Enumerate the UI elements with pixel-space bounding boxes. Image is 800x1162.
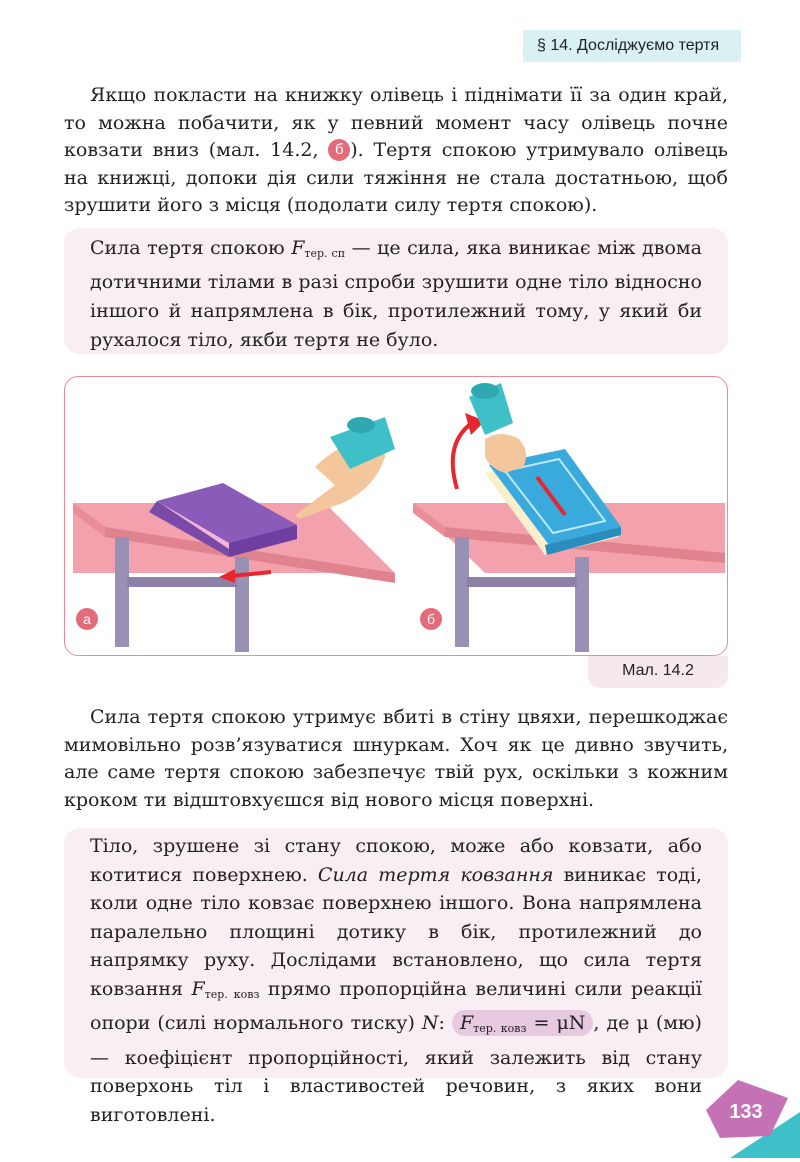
definition-sliding-friction [90,832,702,1129]
definition-box-static-friction [64,228,728,354]
figure-14-2 [64,376,728,656]
figure-illustration [65,377,728,656]
definition-static-friction [90,234,702,355]
sliding-friction-term: Сила тертя ковзання [317,863,554,886]
definition-box-sliding-friction [64,828,728,1126]
label-b: б [426,611,436,627]
formula-f: F [459,1012,474,1034]
page-number: 133 [729,1101,763,1123]
def2-text-1: Тіло, зрушене зі стану спокою, може або ковзати, або котитися поверхнею. [90,835,702,886]
def2-text-4: , де μ (мю) — коефіцієнт пропорційності, який залежить від стану поверхонь тіл і властивостей речовин, з яких вони виготовлені. [90,1012,702,1126]
paragraph-1-text-cont: ). Тертя спокою утримувало олівець на книжці, допоки дія сили тяжіння не стала достатньою, щоб зрушити його з місця (подолати силу тертя спокою). [64,139,728,216]
lift-arrow [453,413,485,489]
force-symbol: F [291,237,305,259]
def2-text-2: виникає тоді, коли одне тіло ковзає поверхнею іншого. Вона напрямлена паралельно площині дотику в бік, протилежний до напрямку руху. Дослідами встановлено, що сила тертя ковзання [90,863,702,1000]
normal-force-symbol: N [421,1012,439,1034]
figure-ref-badge: б [328,139,350,161]
formula-rest: = μN [526,1012,586,1034]
page-number-badge [700,1072,800,1158]
paragraph-1 [64,82,728,220]
label-a: а [83,611,91,627]
force-symbol-2: F [191,977,205,1000]
section-title: § 14. Досліджуємо тертя [537,37,720,54]
force-subscript-2: тер. ковз [204,987,260,1001]
friction-formula [452,1010,593,1036]
formula-sub: тер. ковз [473,1022,527,1035]
definition-text: — це сила, яка виникає між двома дотичними тілами в разі спроби зрушити одне тіло відносно іншого й напрямлена в бік, протилежний тому, у який би рухалося тіло, якби тертя не було. [90,237,703,351]
definition-lead: Сила тертя спокою [90,237,292,259]
paragraph-2-text: Сила тертя спокою утримує вбиті в стіну цвяхи, перешкоджає мимовільно розв’язуватися шнуркам. Хоч як це дивно звучить, але саме тертя спокою забезпечує твій рух, оскільки з кожним кроком ти відштовхуєшся від нового місця поверхні. [64,706,728,811]
paragraph-1-text: Якщо покласти на книжку олівець і піднімати її за один край, то можна побачити, як у певний момент часу олівець почне ковзати вниз (мал. 14.2, [64,84,728,161]
section-title-tab [523,30,741,62]
paragraph-2 [64,704,728,814]
def2-text-3: прямо пропорційна величині сили реакції опори (силі нормального тиску) [90,977,702,1034]
def2-colon: : [438,1012,452,1034]
figure-caption: Мал. 14.2 [588,656,728,688]
force-subscript: тер. сп [304,247,346,260]
